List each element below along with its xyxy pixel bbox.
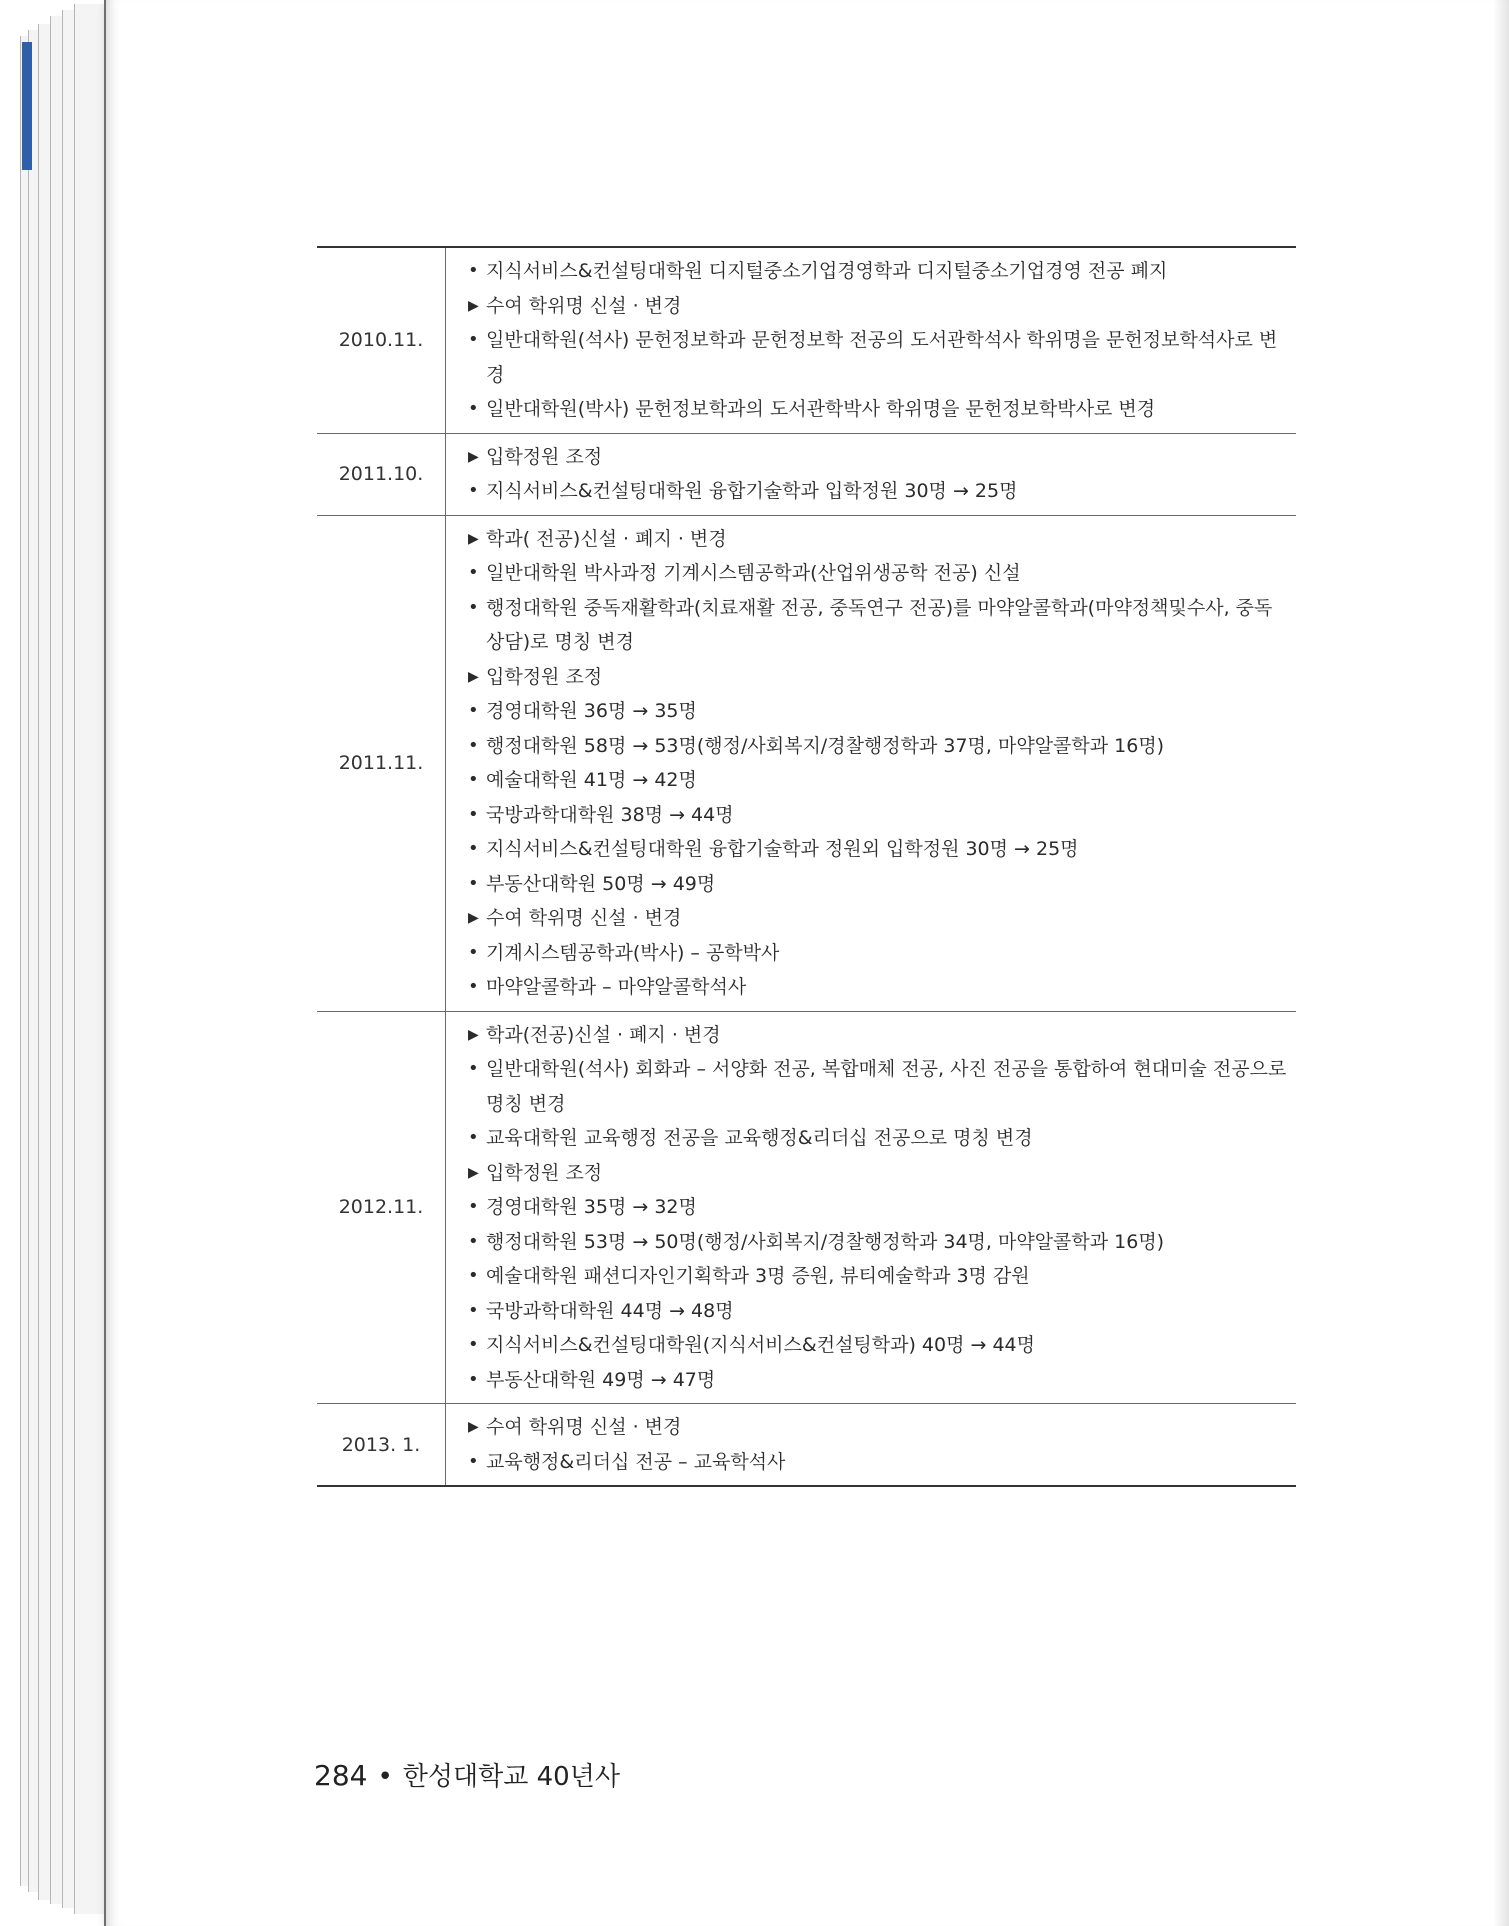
section-heading	[468, 522, 1288, 557]
item-text: 기계시스템공학과(박사) – 공학박사	[486, 941, 780, 964]
list-item	[468, 832, 1288, 867]
list-item	[468, 323, 1288, 392]
section-heading	[468, 1410, 1288, 1445]
item-text: 입학정원 조정	[486, 665, 603, 688]
dot-bullet-icon: •	[468, 1334, 479, 1355]
history-row	[317, 1011, 1296, 1404]
item-text: 지식서비스&컨설팅대학원 융합기술학과 입학정원 30명 → 25명	[486, 480, 1018, 502]
history-date: 2012.11.	[317, 1011, 446, 1404]
list-item	[468, 694, 1288, 729]
list-item	[468, 1225, 1288, 1260]
item-text: 예술대학원 패션디자인기획학과 3명 증원, 뷰티예술학과 3명 감원	[486, 1265, 1030, 1287]
section-heading	[468, 289, 1288, 324]
list-item	[468, 798, 1288, 833]
triangle-bullet-icon: ▶	[468, 448, 479, 465]
item-text: 일반대학원 박사과정 기계시스템공학과(산업위생공학 전공) 신설	[486, 562, 1021, 584]
history-date: 2010.11.	[317, 247, 446, 433]
dot-bullet-icon: •	[468, 562, 479, 583]
history-row	[317, 515, 1296, 1011]
history-content	[446, 433, 1297, 515]
triangle-bullet-icon: ▶	[468, 1419, 479, 1435]
section-heading	[468, 1018, 1288, 1053]
dot-bullet-icon: •	[468, 872, 479, 894]
item-text: 국방과학대학원 38명 → 44명	[486, 803, 734, 826]
section-heading	[468, 660, 1288, 695]
list-item	[468, 1052, 1288, 1121]
item-text: 지식서비스&컨설팅대학원 융합기술학과 정원외 입학정원 30명 → 25명	[486, 838, 1079, 860]
triangle-bullet-icon: ▶	[468, 668, 479, 685]
triangle-bullet-icon: ▶	[468, 297, 479, 314]
item-text: 경영대학원 35명 → 32명	[486, 1196, 697, 1218]
page-footer	[314, 1756, 620, 1793]
item-text: 지식서비스&컨설팅대학원(지식서비스&컨설팅학과) 40명 → 44명	[486, 1334, 1035, 1356]
item-text: 교육대학원 교육행정 전공을 교육행정&리더십 전공으로 명칭 변경	[486, 1127, 1033, 1149]
item-text: 마약알콜학과 – 마약알콜학석사	[486, 976, 747, 998]
section-heading	[468, 440, 1288, 475]
history-content	[446, 1404, 1297, 1487]
dot-bullet-icon: •	[468, 1230, 479, 1252]
footer-separator: •	[377, 1762, 393, 1792]
history-date: 2011.11.	[317, 515, 446, 1011]
dot-bullet-icon: •	[468, 1450, 479, 1472]
item-text: 경영대학원 36명 → 35명	[486, 700, 697, 722]
item-text: 행정대학원 중독재활학과(치료재활 전공, 중독연구 전공)를 마약알콜학과(마약정책및수사, 중독상담)로 명칭 변경	[486, 596, 1273, 653]
triangle-bullet-icon: ▶	[468, 910, 479, 926]
history-date: 2013. 1.	[317, 1404, 446, 1487]
history-date: 2011.10.	[317, 433, 446, 515]
history-content	[446, 1011, 1297, 1404]
history-row	[317, 247, 1296, 433]
item-text: 입학정원 조정	[486, 1161, 603, 1184]
history-content	[446, 515, 1297, 1011]
dot-bullet-icon: •	[468, 1368, 479, 1390]
dot-bullet-icon: •	[468, 398, 479, 419]
item-text: 수여 학위명 신설 · 변경	[486, 294, 682, 317]
item-text: 부동산대학원 49명 → 47명	[486, 1368, 716, 1391]
list-item	[468, 1445, 1288, 1480]
triangle-bullet-icon: ▶	[468, 530, 479, 547]
triangle-bullet-icon: ▶	[468, 1026, 479, 1043]
item-text: 부동산대학원 50명 → 49명	[486, 872, 716, 895]
list-item	[468, 729, 1288, 764]
list-item	[468, 1363, 1288, 1398]
triangle-bullet-icon: ▶	[468, 1164, 479, 1181]
page-number: 284	[314, 1759, 368, 1792]
item-text: 지식서비스&컨설팅대학원 디지털중소기업경영학과 디지털중소기업경영 전공 폐지	[486, 260, 1168, 282]
item-text: 입학정원 조정	[486, 445, 603, 468]
history-row	[317, 433, 1296, 515]
list-item	[468, 474, 1288, 509]
history-table	[317, 246, 1296, 1487]
list-item	[468, 1294, 1288, 1329]
page-stack-edge	[0, 0, 110, 1926]
dot-bullet-icon: •	[468, 480, 479, 501]
dot-bullet-icon: •	[468, 734, 479, 756]
item-text: 교육행정&리더십 전공 – 교육학석사	[486, 1450, 786, 1473]
item-text: 학과(전공)신설 · 폐지 · 변경	[486, 1023, 721, 1046]
section-heading	[468, 1156, 1288, 1191]
dot-bullet-icon: •	[468, 941, 479, 963]
item-text: 행정대학원 58명 → 53명(행정/사회복지/경찰행정학과 37명, 마약알콜학과 16명)	[486, 734, 1165, 757]
item-text: 일반대학원(박사) 문헌정보학과의 도서관학박사 학위명을 문헌정보학박사로 변경	[486, 398, 1156, 420]
item-text: 행정대학원 53명 → 50명(행정/사회복지/경찰행정학과 34명, 마약알콜학과 16명)	[486, 1230, 1165, 1253]
list-item	[468, 254, 1288, 289]
item-text: 학과( 전공)신설 · 폐지 · 변경	[486, 527, 727, 550]
list-item	[468, 1259, 1288, 1294]
list-item	[468, 867, 1288, 902]
book-spine-accent	[22, 42, 32, 170]
item-text: 일반대학원(석사) 회화과 – 서양화 전공, 복합매체 전공, 사진 전공을 통합하여 현대미술 전공으로 명칭 변경	[486, 1058, 1287, 1115]
item-text: 수여 학위명 신설 · 변경	[486, 1416, 682, 1438]
dot-bullet-icon: •	[468, 329, 479, 350]
dot-bullet-icon: •	[468, 1299, 479, 1321]
dot-bullet-icon: •	[468, 769, 479, 790]
dot-bullet-icon: •	[468, 1058, 479, 1079]
list-item	[468, 1121, 1288, 1156]
section-heading	[468, 901, 1288, 936]
list-item	[468, 392, 1288, 427]
list-item	[468, 1328, 1288, 1363]
item-text: 예술대학원 41명 → 42명	[486, 769, 697, 791]
dot-bullet-icon: •	[468, 976, 479, 997]
dot-bullet-icon: •	[468, 1127, 479, 1148]
dot-bullet-icon: •	[468, 596, 479, 618]
history-row	[317, 1404, 1296, 1487]
list-item	[468, 591, 1288, 660]
dot-bullet-icon: •	[468, 1196, 479, 1217]
dot-bullet-icon: •	[468, 260, 479, 281]
list-item	[468, 936, 1288, 971]
history-content	[446, 247, 1297, 433]
item-text: 수여 학위명 신설 · 변경	[486, 907, 682, 929]
dot-bullet-icon: •	[468, 700, 479, 721]
dot-bullet-icon: •	[468, 1265, 479, 1286]
dot-bullet-icon: •	[468, 803, 479, 825]
item-text: 일반대학원(석사) 문헌정보학과 문헌정보학 전공의 도서관학석사 학위명을 문헌정보학석사로 변경	[486, 329, 1278, 386]
item-text: 국방과학대학원 44명 → 48명	[486, 1299, 734, 1322]
dot-bullet-icon: •	[468, 838, 479, 859]
book-title: 한성대학교 40년사	[402, 1762, 620, 1792]
list-item	[468, 556, 1288, 591]
list-item	[468, 1190, 1288, 1225]
list-item	[468, 763, 1288, 798]
list-item	[468, 970, 1288, 1005]
